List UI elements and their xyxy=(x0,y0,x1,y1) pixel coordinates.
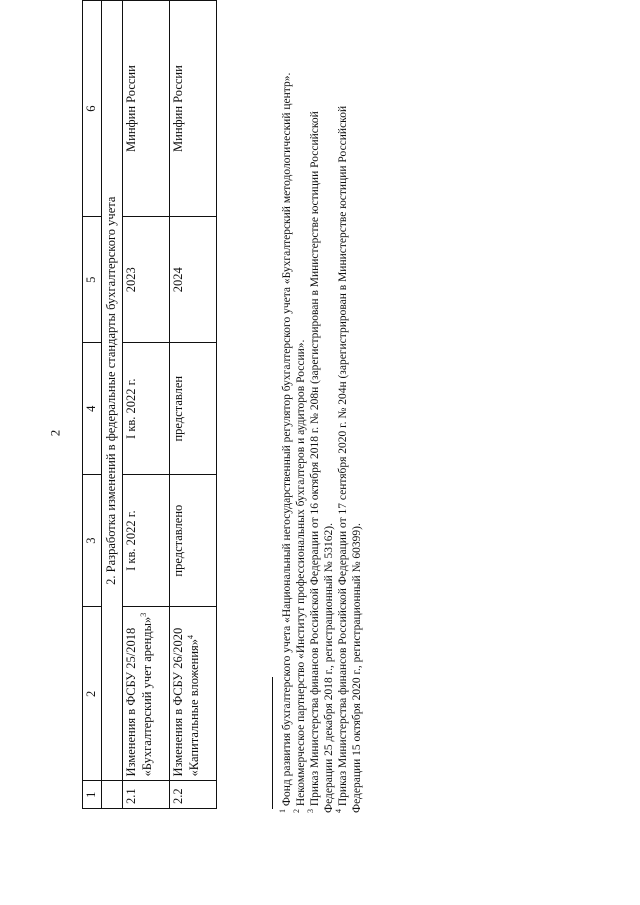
row-col6: Минфин России xyxy=(123,1,170,217)
row-name-line1: Изменения в ФСБУ 25/2018 xyxy=(124,627,138,777)
row-name xyxy=(170,607,217,781)
section-title: 2. Разработка изменений в федеральные стандарты бухгалтерского учета xyxy=(102,1,123,781)
page-number: 2 xyxy=(47,429,63,437)
column-number-6: 6 xyxy=(83,1,102,217)
footnote-ref: 3 xyxy=(138,612,148,617)
row-col4: I кв. 2022 г. xyxy=(123,343,170,475)
column-number-1: 1 xyxy=(83,781,102,809)
row-col5: 2024 xyxy=(170,217,217,343)
standards-table xyxy=(82,0,217,809)
footnotes xyxy=(280,63,364,813)
row-name xyxy=(123,607,170,781)
footnote xyxy=(294,63,308,813)
row-col5: 2023 xyxy=(123,217,170,343)
row-name-line2: «Капитальные вложения» xyxy=(186,638,201,777)
row-number: 2.1 xyxy=(123,781,170,809)
row-col4: представлен xyxy=(170,343,217,475)
column-number-5: 5 xyxy=(83,217,102,343)
row-name-line1: Изменения в ФСБУ 26/2020 xyxy=(171,627,185,777)
row-name-line2: «Бухгалтерский учет аренды» xyxy=(139,616,154,777)
footnote-ref: 4 xyxy=(185,634,195,639)
column-number-3: 3 xyxy=(83,474,102,606)
footnote xyxy=(280,63,294,813)
footnote-text: Приказ Министерства финансов Российской Федерации от 17 сентября 2020 г. № 204н (зарегистрирован в Министерстве юстиции Российской Федерации 15 октября 2020 г., регистрационный № 60399). xyxy=(337,105,363,813)
footnote-mark: 2 xyxy=(292,809,302,813)
row-number: 2.2 xyxy=(170,781,217,809)
footnote-text: Фонд развития бухгалтерского учета «Национальный негосударственный регулятор бухгалтерского учета «Бухгалтерский методологический центр». xyxy=(281,72,293,807)
footnote-divider xyxy=(272,677,273,809)
footnote-text: Некоммерческое партнерство «Институт профессиональных бухгалтеров и аудиторов России». xyxy=(295,339,307,807)
row-col3: I кв. 2022 г. xyxy=(123,474,170,606)
footnote-mark: 1 xyxy=(278,809,288,813)
footnote-mark: 3 xyxy=(306,809,316,813)
footnote-text: Приказ Министерства финансов Российской Федерации от 16 октября 2018 г. № 208н (зарегистрирован в Министерстве юстиции Российской Федерации 25 декабря 2018 г., регистрационный № 53162). xyxy=(309,111,335,813)
column-number-2: 2 xyxy=(83,607,102,781)
footnote xyxy=(308,63,336,813)
footnote xyxy=(336,63,364,813)
row-col3: представлено xyxy=(170,474,217,606)
row-col6: Минфин России xyxy=(170,1,217,217)
table-row xyxy=(170,1,217,809)
footnote-mark: 4 xyxy=(334,809,344,813)
column-number-4: 4 xyxy=(83,343,102,475)
table-header-row xyxy=(83,1,102,809)
section-row xyxy=(102,1,123,809)
table-row xyxy=(123,1,170,809)
